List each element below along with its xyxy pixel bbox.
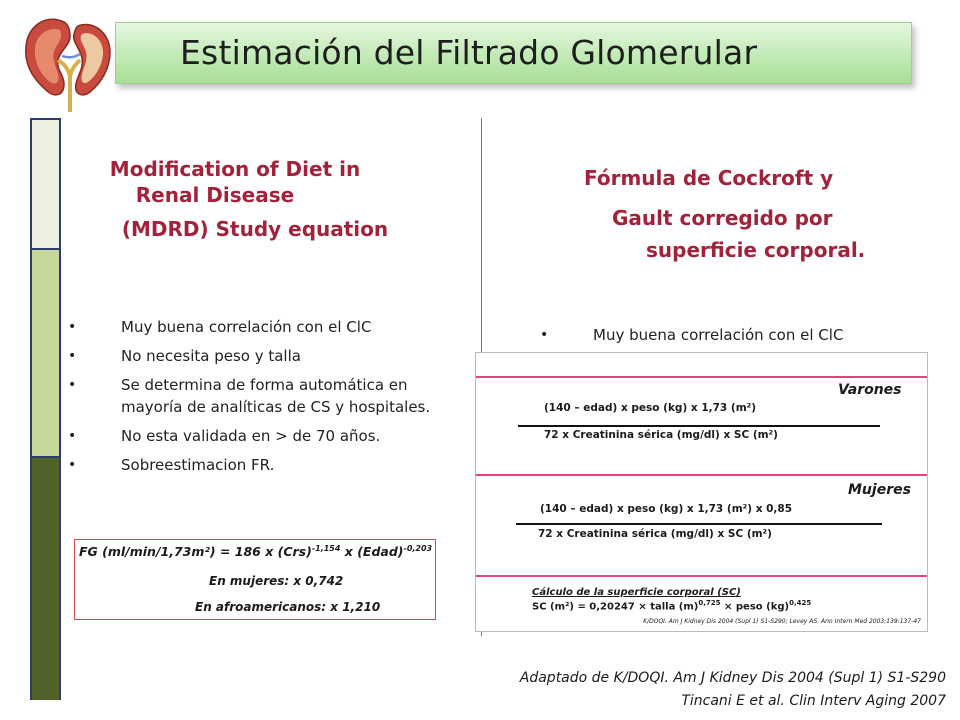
formula-reference: K/DOQI. Am J Kidney Dis 2004 (Supl 1) S1-S290; Levey AS. Ann Intern Med 2003;139:137-47	[643, 618, 921, 625]
formula-exponent: -0,203	[403, 544, 433, 553]
citation-line-1: Adaptado de K/DOQI. Am J Kidney Dis 2004 (Supl 1) S1-S290	[519, 670, 946, 686]
list-item	[68, 374, 431, 418]
women-numerator: (140 – edad) x peso (kg) x 1,73 (m²) x 0,85	[540, 503, 793, 515]
men-numerator: (140 – edad) x peso (kg) x 1,73 (m²)	[544, 402, 757, 414]
cockcroft-heading-line-3: superficie corporal.	[646, 238, 866, 262]
mdrd-heading	[70, 156, 400, 242]
men-fraction-line	[518, 425, 880, 427]
mdrd-bullet-list	[68, 316, 431, 483]
women-denominator: 72 x Creatinina sérica (mg/dl) x SC (m²)	[538, 528, 772, 540]
formula-text: x (Edad)	[340, 544, 404, 560]
cockcroft-heading-line-1: Fórmula de Cockroft y	[584, 166, 834, 190]
men-denominator: 72 x Creatinina sérica (mg/dl) x SC (m²)	[544, 429, 778, 441]
men-label: Varones	[838, 382, 902, 398]
title-banner	[115, 22, 912, 84]
formula-text: × peso (kg)	[720, 601, 790, 613]
formula-text: FG (ml/min/1,73m²) = 186 x (Crs)	[79, 544, 312, 560]
bullet-text: Se determina de forma automática en mayoría de analíticas de CS y hospitales.	[121, 376, 431, 416]
cockcroft-bullet-list	[540, 324, 903, 346]
body-surface-title: Cálculo de la superficie corporal (SC)	[532, 587, 741, 598]
bullet-icon: •	[68, 348, 77, 364]
bullet-icon: •	[68, 457, 77, 473]
mdrd-formula-box	[74, 539, 436, 620]
citation-line-2: Tincani E et al. Clin Interv Aging 2007	[681, 693, 946, 709]
bullet-icon: •	[68, 319, 77, 335]
list-item	[68, 425, 431, 447]
mdrd-women-factor: En mujeres: x 0,742	[209, 574, 344, 588]
bullet-icon: •	[68, 377, 77, 393]
mdrd-african-factor: En afroamericanos: x 1,210	[195, 600, 381, 614]
side-bar-segment-dark	[32, 458, 59, 700]
list-item	[68, 316, 431, 338]
list-item	[68, 345, 431, 367]
formula-exponent: -1,154	[311, 544, 341, 553]
bullet-text: Sobreestimacion FR.	[121, 456, 275, 474]
slide-title: Estimación del Filtrado Glomerular	[180, 33, 758, 72]
bullet-icon: •	[68, 428, 77, 444]
formula-exponent: 0,425	[789, 599, 812, 607]
bullet-icon: •	[540, 327, 549, 343]
kidney-icon	[18, 12, 118, 112]
list-item	[540, 324, 903, 346]
formula-exponent: 0,725	[698, 599, 721, 607]
citation	[520, 667, 946, 713]
body-surface-formula	[532, 599, 811, 612]
women-fraction-line	[516, 523, 882, 525]
bullet-text: Muy buena correlación con el ClC	[121, 318, 372, 336]
accent-line	[476, 575, 927, 577]
bullet-text: No esta validada en > de 70 años.	[121, 427, 381, 445]
accent-line	[476, 376, 927, 378]
mdrd-heading-line-3: (MDRD) Study equation	[121, 217, 389, 241]
bullet-text: No necesita peso y talla	[121, 347, 301, 365]
formula-text: SC (m²) = 0,20247 × talla (m)	[532, 601, 699, 613]
mdrd-heading-line-1: Modification of Diet in	[109, 157, 361, 181]
mdrd-formula-main	[79, 544, 432, 559]
women-label: Mujeres	[848, 482, 911, 498]
mdrd-heading-line-2: Renal Disease	[135, 183, 295, 207]
cockcroft-formula-box	[475, 352, 928, 632]
accent-line	[476, 474, 927, 476]
bullet-text: Muy buena correlación con el ClC	[593, 326, 844, 344]
list-item	[68, 454, 431, 476]
cockcroft-heading-line-2: Gault corregido por	[612, 206, 833, 230]
side-bar-segment-mid	[32, 250, 59, 458]
